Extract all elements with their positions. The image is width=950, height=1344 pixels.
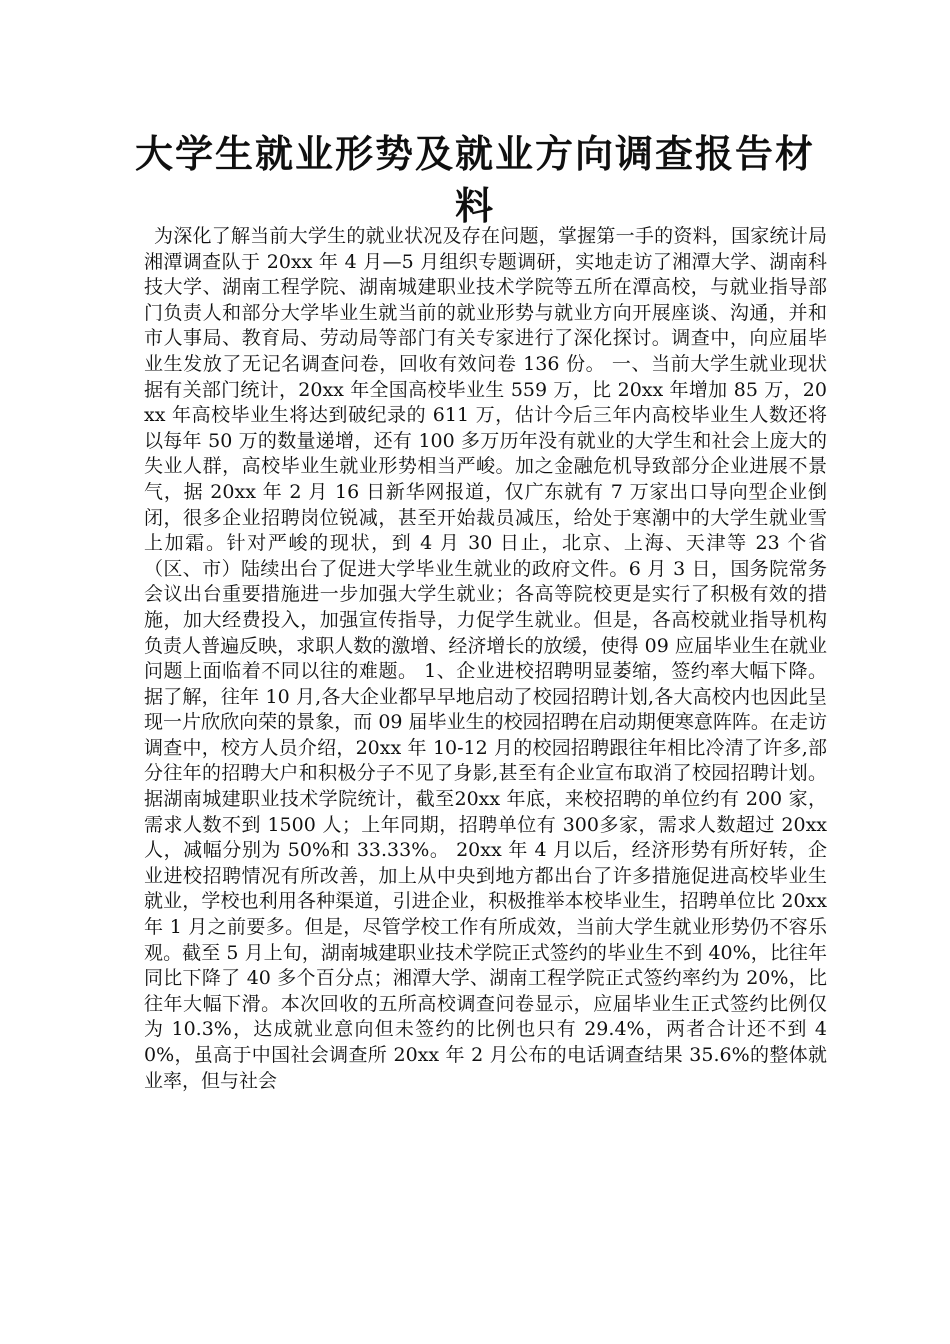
- document-title: 大学生就业形势及就业方向调查报告材料: [134, 132, 815, 228]
- document-body-paragraph: 为深化了解当前大学生的就业状况及存在问题，掌握第一手的资料，国家统计局湘潭调查队于 20xx 年 4 月—5 月组织专题调研，实地走访了湘潭大学、湖南科技大学、湖南工程学院、湖南城建职业技术学院等五所在潭高校，与就业指导部门负责人和部分大学毕业生就当前的就业形势与就业方向开展座谈、沟通，并和市人事局、教育局、劳动局等部门有关专家进行了深化探讨。调查中，向应届毕业生发放了无记名调查问卷，回收有效问卷 136 份。 一、当前大学生就业现状 据有关部门统计，20xx 年全国高校毕业生 559 万，比 20xx 年增加 85 万，20xx 年高校毕业生将达到破纪录的 611 万，估计今后三年内高校毕业生人数还将以每年 50 万的数量递增，还有 100 多万历年没有就业的大学生和社会上庞大的失业人群，高校毕业生就业形势相当严峻。加之金融危机导致部分企业进展不景气，据 20xx 年 2 月 16 日新华网报道，仅广东就有 7 万家出口导向型企业倒闭，很多企业招聘岗位锐减，甚至开始裁员减压，给处于寒潮中的大学生就业雪上加霜。针对严峻的现状，到 4 月 30 日止，北京、上海、天津等 23 个省（区、市）陆续出台了促进大学毕业生就业的政府文件。6 月 3 日，国务院常务会议出台重要措施进一步加强大学生就业；各高等院校更是实行了积极有效的措施，加大经费投入，加强宣传指导，力促学生就业。但是，各高校就业指导机构负责人普遍反映，求职人数的激增、经济增长的放缓，使得 09 应届毕业生在就业问题上面临着不同以往的难题。 1、企业进校招聘明显萎缩，签约率大幅下降。 据了解，往年 10 月,各大企业都早早地启动了校园招聘计划,各大高校内也因此呈现一片欣欣向荣的景象，而 09 届毕业生的校园招聘在启动期便寒意阵阵。在走访调查中，校方人员介绍，20xx 年 10-12 月的校园招聘跟往年相比冷清了许多,部分往年的招聘大户和积极分子不见了身影,甚至有企业宣布取消了校园招聘计划。据湖南城建职业技术学院统计，截至20xx 年底，来校招聘的单位约有 200 家，需求人数不到 1500 人；上年同期，招聘单位有 300多家，需求人数超过 20xx 人，减幅分别为 50%和 33.33%。 20xx 年 4 月以后，经济形势有所好转，企业进校招聘情况有所改善，加上从中央到地方都出台了许多措施促进高校毕业生就业，学校也利用各种渠道，引进企业，积极推举本校毕业生，招聘单位比 20xx 年 1 月之前要多。但是，尽管学校工作有所成效，当前大学生就业形势仍不容乐观。截至 5 月上旬，湖南城建职业技术学院正式签约的毕业生不到 40%，比往年同比下降了 40 多个百分点；湘潭大学、湖南工程学院正式签约率约为 20%，比往年大幅下滑。本次回收的五所高校调查问卷显示，应届毕业生正式签约比例仅为 10.3%，达成就业意向但未签约的比例也只有 29.4%，两者合计还不到 40%，虽高于中国社会调查所 20xx 年 2 月公布的电话调查结果 35.6%的整体就业率，但与社会: [144, 225, 827, 1092]
